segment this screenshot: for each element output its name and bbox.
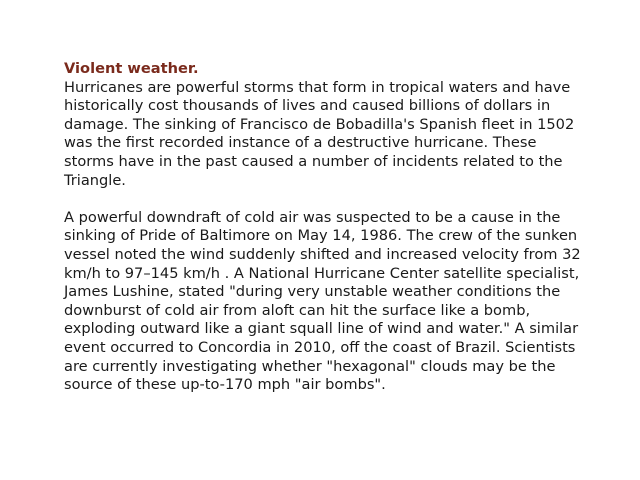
paragraph-hurricanes: Hurricanes are powerful storms that form in tropical waters and have historically cost thousands of lives and caused billions of dollars in damage. The sinking of Francisco de Bobadilla's Spanish fleet in 1502 was the first recorded instance of a destructive hurricane. These storms have in the past caused a number of incidents related to the Triangle. [64,78,575,189]
paragraph-gap [64,190,584,209]
paragraph-downdraft: A powerful downdraft of cold air was suspected to be a cause in the sinking of Pride of Baltimore on May 14, 1986. The crew of the sunken vessel noted the wind suddenly shifted and increased velocity from 32 km/h to 97–145 km/h . A National Hurricane Center satellite specialist, James Lushine, stated "during very unstable weather conditions the downburst of cold air from aloft can hit the surface like a bomb, exploding outward like a giant squall line of wind and water." A similar event occurred to Concordia in 2010, off the coast of Brazil. Scientists are currently investigating whether "hexagonal" clouds may be the source of these up-to-170 mph "air bombs". [64,208,581,394]
heading: Violent weather. [64,60,199,77]
text-body [64,60,584,395]
